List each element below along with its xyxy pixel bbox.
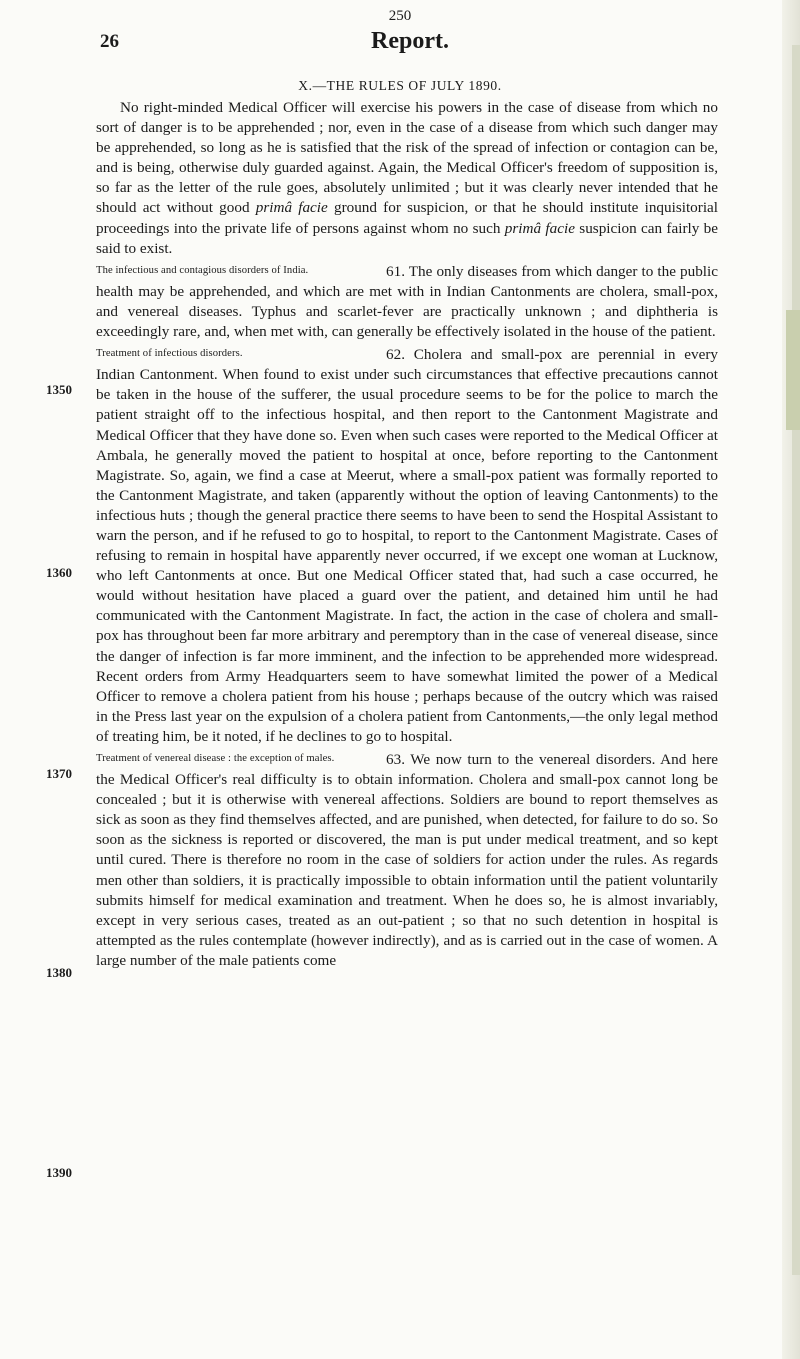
side-note-treatment-infectious: Treatment of infectious disorders. (96, 348, 243, 360)
running-title: Report. (371, 28, 449, 54)
italic-prima-facie-1: primâ facie (255, 199, 328, 217)
side-note-infectious-disorders: The infectious and contagious disorders of India. (96, 264, 309, 276)
section-title: X.—THE RULES OF JULY 1890. (298, 78, 502, 93)
paragraph-opening-end: suspicion can fairly be said to exist. (96, 219, 718, 257)
paragraph-opening-text: No right-minded Medical Officer will exercise his powers in the case of disease from which no sort of danger is to be apprehended ; nor, even in the case of a disease from which such danger may be apprehended, so long as he is satisfied that the risk of the spread of infection or contagion can be, and is being, otherwise duly guarded against. Again, the Medical Officer's freedom of supposition is, so far as the letter of the rule goes, absolutely unlimited ; but it was clearly never intended that he should act without good (96, 99, 718, 217)
page-edge-strip (782, 0, 800, 1359)
page-number: 26 (100, 31, 119, 52)
body-text (96, 98, 718, 971)
edge-tab (792, 45, 800, 1275)
side-note-treatment-venereal: Treatment of venereal disease : the exception of males. (96, 753, 335, 764)
line-number-1390: 1390 (46, 1165, 72, 1180)
paragraph-61-text: 61. The only diseases from which danger to the public health may be apprehended, and which are met with in Indian Cantonments are cholera, small-pox, and venereal diseases. Typhus and scarlet-fever are practically unknown ; and diphtheria is exceedingly rare, and, when met with, can generally be effectively isolated in the house of the patient. (96, 262, 718, 341)
paragraph-62 (96, 345, 718, 747)
line-number-1360: 1360 (46, 565, 72, 580)
paragraph-63-text: 63. We now turn to the venereal disorders. And here the Medical Officer's real difficulty is to obtain information. Cholera and small-pox cannot long be concealed ; but it is otherwise with venereal affections. Soldiers are bound to report themselves as sick as soon as they find themselves affected, and are punished, when detected, for failure to do so. So soon as the sickness is reported or discovered, the man is put under medical treatment, and so kept until cured. There is therefore no room in the case of soldiers for action under the rules. As regards men other than soldiers, it is practically impossible to obtain information until the patient voluntarily submits himself for medical examination and treatment. When he does so, he is almost invariably, except in very serious cases, treated as an out-patient ; so that no such detention in hospital is attempted as the rules contemplate (however indirectly), and as is carried out in the case of women. A large number of the male patients come (96, 751, 718, 969)
paragraph-62-text: 62. Cholera and small-pox are perennial in every Indian Cantonment. When found to exist under such circumstances that effective precautions cannot be taken in the house of the sufferer, the usual procedure seems to be for the police to march the patient straight off to the infectious hospital, and then report to the Cantonment Magistrate and Medical Officer that they have done so. Even when such cases were reported to the Medical Officer at Ambala, he generally moved the patient to hospital at once, before reporting to the Cantonment Magistrate. So, again, we find a case at Meerut, where a small-pox patient was formally reported to the Cantonment Magistrate, and taken (apparently without the option of leaving Cantonments) to the infectious huts ; though the general practice there seems to have been to send the Hospital Assistant to warn the person, and if he refused to go to hospital, to report to the Cantonment Magistrate. Cases of refusing to remain in hospital have apparently never occurred, if we except one woman at Lucknow, who left Cantonments at once. But one Medical Officer stated that, had such a case occurred, he would without hesitation have placed a guard over the patient, and detained him until he had communicated with the Cantonment Magistrate. In fact, the action in the case of cholera and small-pox has throughout been far more arbitrary and peremptory than in the case of venereal disease, since the danger of infection is far more imminent, and the infection to be apprehended more widespread. Recent orders from Army Headquarters seem to have somewhat limited the power of a Medical Officer to remove a cholera patient from his house ; perhaps because of the outcry which was raised in the Press last year on the expulsion of a cholera patient from Cantonments,—the only legal method of treating him, be it noted, if he declines to go to hospital. (96, 346, 718, 745)
italic-prima-facie-2: primâ facie (504, 219, 575, 237)
line-number-1380: 1380 (46, 965, 72, 980)
paragraph-63 (96, 750, 718, 971)
top-page-number: 250 (388, 8, 412, 24)
line-number-1350: 1350 (46, 382, 72, 397)
paragraph-opening (96, 98, 718, 259)
paragraph-opening-mid: ground for suspicion, or that he should institute inquisitorial proceedings into the private life of persons against whom no such (96, 199, 719, 237)
paragraph-61 (96, 262, 718, 342)
line-number-1370: 1370 (46, 766, 72, 781)
page-header (100, 28, 720, 58)
edge-tab-highlight (786, 310, 800, 430)
